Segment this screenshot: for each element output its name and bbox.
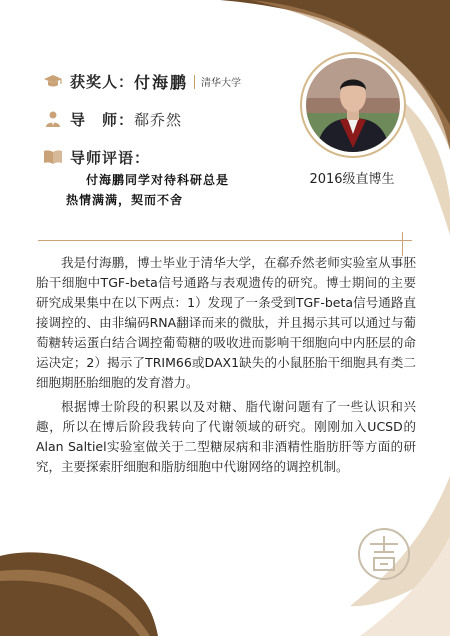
advisor-row [42, 108, 182, 130]
awardee-label: 获奖人： [70, 73, 135, 91]
comment-row [42, 146, 150, 168]
biography-text [36, 253, 416, 481]
awardee-row [42, 70, 241, 93]
separator [194, 75, 195, 89]
biography-paragraph-2: 根据博士阶段的积累以及对糖、脂代谢问题有了一些认识和兴趣，所以在博后阶段我转向了代谢领域的研究。刚刚加入UCSD的Alan Saltiel实验室做关于二型糖尿病和非酒精性脂肪肝等方面的研究，主要探索肝细胞和脂肪细胞中代谢网络的调控机制。 [36, 399, 416, 474]
advisor-comment [66, 170, 276, 210]
comment-label: 导师评语： [70, 148, 151, 167]
comment-line-2: 热情满满，契而不舍 [66, 193, 184, 207]
book-icon [42, 146, 64, 168]
person-icon [42, 108, 64, 130]
awardee-university: 清华大学 [201, 78, 242, 89]
stamp-watermark [356, 526, 412, 582]
section-divider [38, 240, 412, 241]
advisor-label: 导 师： [70, 110, 135, 129]
comment-line-1: 付海鹏同学对待科研总是 [86, 173, 230, 187]
advisor-name: 郗乔然 [134, 110, 183, 129]
portrait-photo [306, 58, 400, 152]
biography-paragraph-1: 我是付海鹏，博士毕业于清华大学，在郗乔然老师实验室从事胚胎干细胞中TGF-beta信号通路与表观遗传的研究。博士期间的主要研究成果集中在以下两点：1）发现了一条受到TGF-beta信号通路直接调控的、由非编码RNA翻译而来的微肽，并且揭示其可以通过与葡萄糖转运蛋白结合调控葡萄糖的吸收进而影响干细胞向中内胚层的命运决定；2）揭示了TRIM66或DAX1缺失的小鼠胚胎干细胞具有类二细胞期胚胎细胞的发育潜力。 [36, 255, 416, 390]
awardee-name: 付海鹏 [134, 73, 189, 92]
bottom-left-swoosh-decoration [0, 496, 160, 636]
graduation-cap-icon [42, 71, 64, 93]
portrait-frame [300, 52, 406, 158]
degree-label: 2016级直博生 [309, 172, 395, 187]
